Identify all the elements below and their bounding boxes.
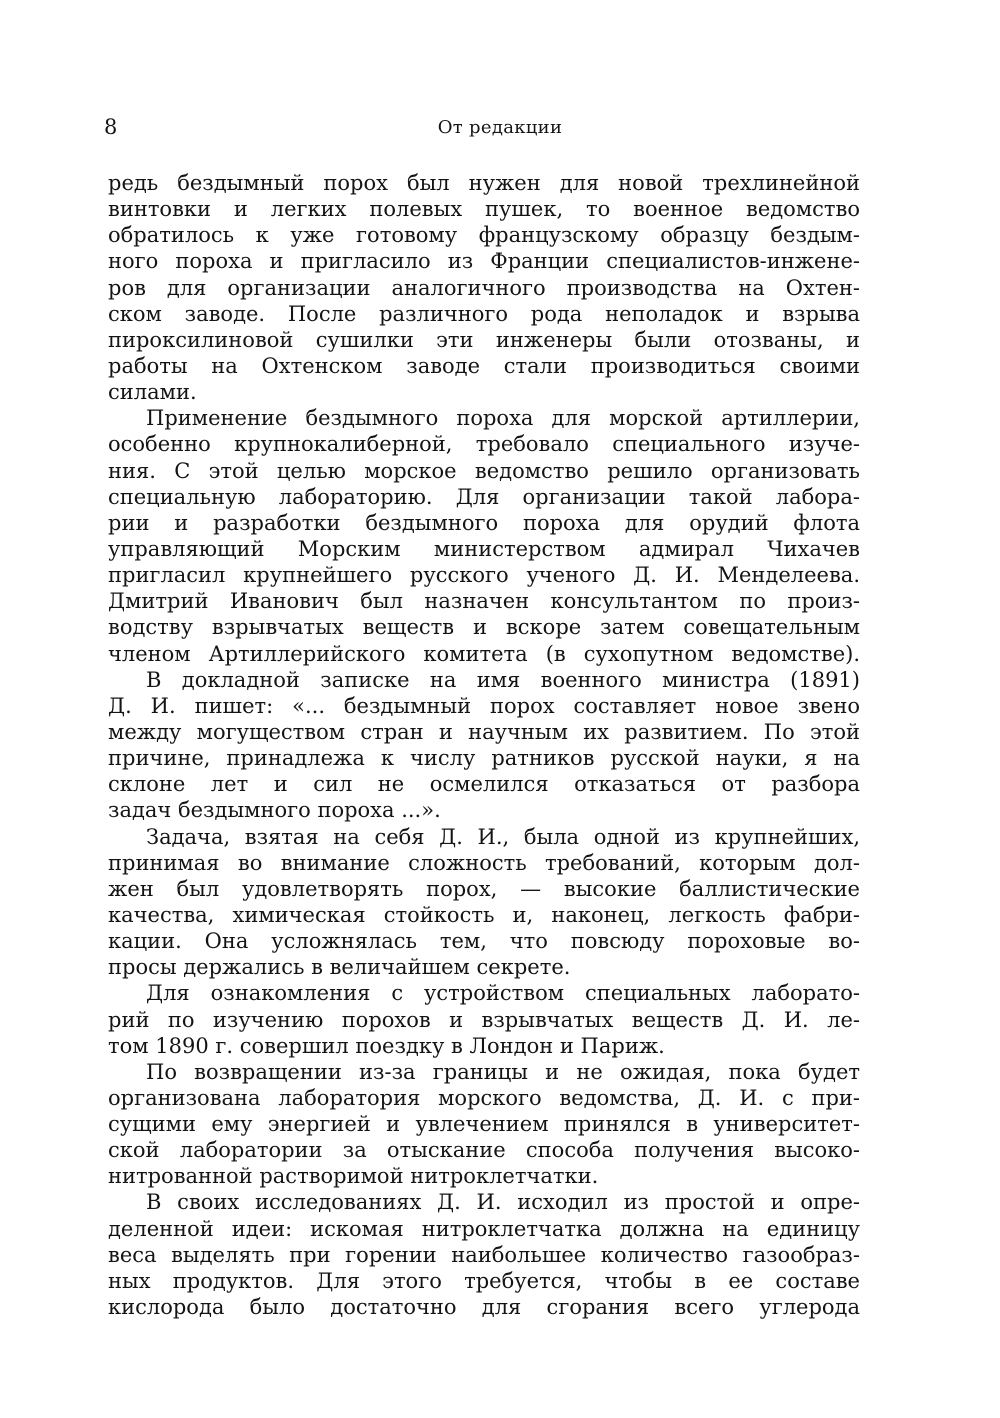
text-line: кации. Она усложнялась тем, что повсюду пороховые во- [108, 929, 860, 954]
page-number: 8 [104, 115, 118, 139]
text-line: членом Артиллерийского комитета (в сухопутном ведомстве). [108, 641, 860, 666]
text-line: пригласил крупнейшего русского ученого Д. И. Менделеева. [108, 563, 860, 588]
text-line: силами. [108, 380, 197, 405]
text-line: Дмитрий Иванович был назначен консультантом по произ- [108, 589, 860, 614]
text-line: ния. С этой целью морское ведомство решило организовать [108, 458, 860, 483]
paragraph-first-line: В своих исследованиях Д. И. исходил из простой и опре- [146, 1190, 860, 1215]
text-line: склоне лет и сил не осмелился отказаться от разбора [108, 772, 860, 797]
text-line: рии и разработки бездымного пороха для орудий флота [108, 510, 860, 535]
running-title: От редакции [437, 117, 563, 138]
text-line: организована лаборатория морского ведомства, Д. И. с при- [108, 1085, 860, 1110]
paragraph-first-line: Для ознакомления с устройством специальных лаборато- [146, 981, 860, 1006]
paragraph-first-line: В докладной записке на имя военного министра (1891) [146, 667, 860, 692]
text-line: деленной идеи: искомая нитроклетчатка должна на единицу [108, 1216, 860, 1241]
text-line: ного пороха и пригласило из Франции специалистов-инжене- [108, 249, 860, 274]
text-line: нитрованной растворимой нитроклетчатки. [108, 1164, 599, 1189]
paragraph-first-line: По возвращении из-за границы и не ожидая, пока будет [146, 1059, 860, 1084]
text-line: сущими ему энергией и увлечением принялся в университет- [108, 1112, 860, 1137]
text-line: жен был удовлетворять порох, — высокие баллистические [108, 876, 860, 901]
text-line: ных продуктов. Для этого требуется, чтобы в ее составе [108, 1268, 860, 1293]
text-line: веса выделять при горении наибольшее количество газообраз- [108, 1242, 860, 1267]
text-line: качества, химическая стойкость и, наконец, легкость фабри- [108, 902, 860, 927]
text-line: причине, принадлежа к числу ратников русской науки, я на [108, 746, 860, 771]
text-line: ской лаборатории за отыскание способа получения высоко- [108, 1138, 860, 1163]
text-line: пироксилиновой сушилки эти инженеры были отозваны, и [108, 327, 860, 352]
paragraph-first-line: Применение бездымного пороха для морской артиллерии, [146, 406, 860, 431]
text-line: том 1890 г. совершил поездку в Лондон и Париж. [108, 1033, 665, 1058]
text-line: обратилось к уже готовому французскому образцу бездым- [108, 223, 860, 248]
text-line: управляющий Морским министерством адмирал Чихачев [108, 536, 860, 561]
text-line: Д. И. пишет: «... бездымный порох составляет новое звено [108, 693, 860, 718]
text-line: ском заводе. После различного рода неполадок и взрыва [108, 301, 860, 326]
text-line: винтовки и легких полевых пушек, то военное ведомство [108, 197, 860, 222]
text-line: водству взрывчатых веществ и вскоре затем совещательным [108, 615, 860, 640]
text-line: особенно крупнокалиберной, требовало специального изуче- [108, 432, 860, 457]
text-line: редь бездымный порох был нужен для новой трехлинейной [108, 171, 860, 195]
text-line: работы на Охтенском заводе стали производиться своими [108, 353, 860, 378]
text-line: просы держались в величайшем секрете. [108, 955, 571, 980]
text-line: задач бездымного пороха ...». [108, 798, 441, 823]
text-line: принимая во внимание сложность требований, которым дол- [108, 850, 860, 875]
text-line: кислорода было достаточно для сгорания всего углерода [108, 1295, 860, 1320]
text-line: специальную лабораторию. Для организации такой лабора- [108, 484, 860, 509]
text-line: рий по изучению порохов и взрывчатых веществ Д. И. ле- [108, 1007, 860, 1032]
body-text [108, 170, 860, 1320]
text-line: между могуществом стран и научным их развитием. По этой [108, 719, 860, 744]
text-line: ров для организации аналогичного производства на Охтен- [108, 275, 860, 300]
paragraph-first-line: Задача, взятая на себя Д. И., была одной из крупнейших, [146, 824, 860, 849]
